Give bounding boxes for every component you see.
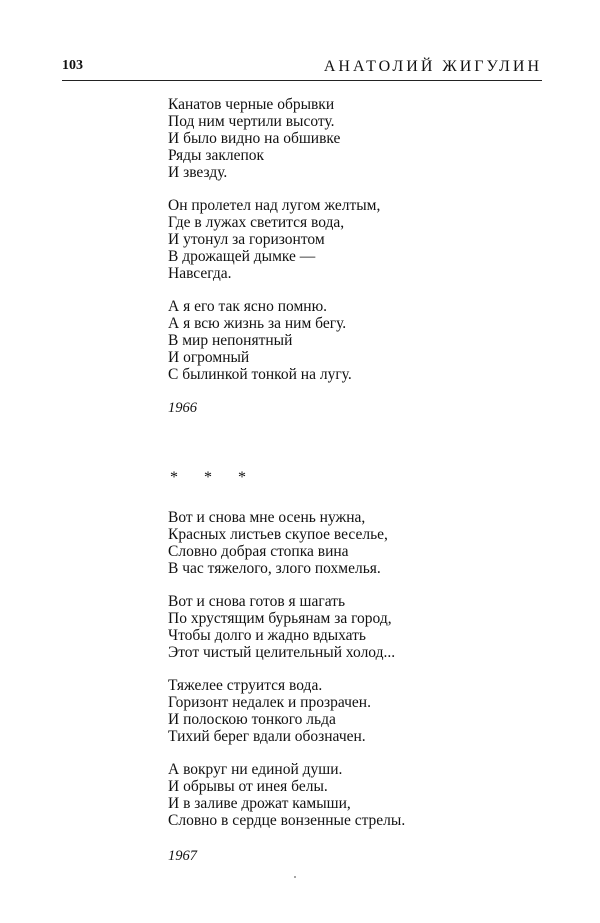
verse-line: По хрустящим бурьянам за город,	[168, 610, 392, 627]
verse-line: В час тяжелого, злого похмелья.	[168, 560, 381, 577]
stanza	[168, 197, 548, 282]
stanza	[168, 96, 548, 181]
verse-line: Под ним чертили высоту.	[168, 113, 335, 130]
verse-line: И в заливе дрожат камыши,	[168, 795, 351, 812]
verse-line: Словно добрая стопка вина	[168, 543, 349, 560]
verse-line: В мир непонятный	[168, 332, 293, 349]
poem-2	[168, 509, 548, 829]
stanza	[168, 298, 548, 383]
verse-line: А я всю жизнь за ним бегу.	[168, 315, 347, 332]
page-number: 103	[62, 58, 83, 73]
section-separator: * * *	[170, 469, 257, 486]
verse-line: В дрожащей дымке —	[168, 248, 316, 265]
verse-line: А я его так ясно помню.	[168, 298, 328, 315]
verse-line: Где в лужах светится вода,	[168, 214, 345, 231]
verse-line: И звезду.	[168, 164, 228, 181]
verse-line: С былинкой тонкой на лугу.	[168, 366, 352, 383]
poem-1	[168, 96, 548, 383]
running-head-author: АНАТОЛИЙ ЖИГУЛИН	[323, 58, 542, 75]
print-speck	[294, 876, 296, 878]
poem-2-date: 1967	[168, 848, 197, 864]
stanza	[168, 677, 548, 745]
stanza	[168, 761, 548, 829]
header-rule	[62, 80, 542, 81]
verse-line: Он пролетел над лугом желтым,	[168, 197, 381, 214]
verse-line: И обрывы от инея белы.	[168, 778, 328, 795]
verse-line: Этот чистый целительный холод...	[168, 644, 396, 661]
verse-line: А вокруг ни единой души.	[168, 761, 343, 778]
verse-line: Тяжелее струится вода.	[168, 677, 323, 694]
verse-line: И огромный	[168, 349, 250, 366]
stanza	[168, 509, 548, 577]
verse-line: Вот и снова мне осень нужна,	[168, 509, 366, 526]
poem-1-date: 1966	[168, 400, 197, 416]
verse-line: Чтобы долго и жадно вдыхать	[168, 627, 366, 644]
verse-line: Красных листьев скупое веселье,	[168, 526, 388, 543]
verse-line: Навсегда.	[168, 265, 232, 282]
stanza	[168, 593, 548, 661]
verse-line: Вот и снова готов я шагать	[168, 593, 346, 610]
verse-line: Словно в сердце вонзенные стрелы.	[168, 812, 406, 829]
verse-line: Горизонт недалек и прозрачен.	[168, 694, 371, 711]
verse-line: И было видно на обшивке	[168, 130, 341, 147]
verse-line: И полоскою тонкого льда	[168, 711, 336, 728]
verse-line: Ряды заклепок	[168, 147, 265, 164]
verse-line: И утонул за горизонтом	[168, 231, 325, 248]
verse-line: Канатов черные обрывки	[168, 96, 335, 113]
page-header	[62, 58, 542, 80]
verse-line: Тихий берег вдали обозначен.	[168, 728, 366, 745]
